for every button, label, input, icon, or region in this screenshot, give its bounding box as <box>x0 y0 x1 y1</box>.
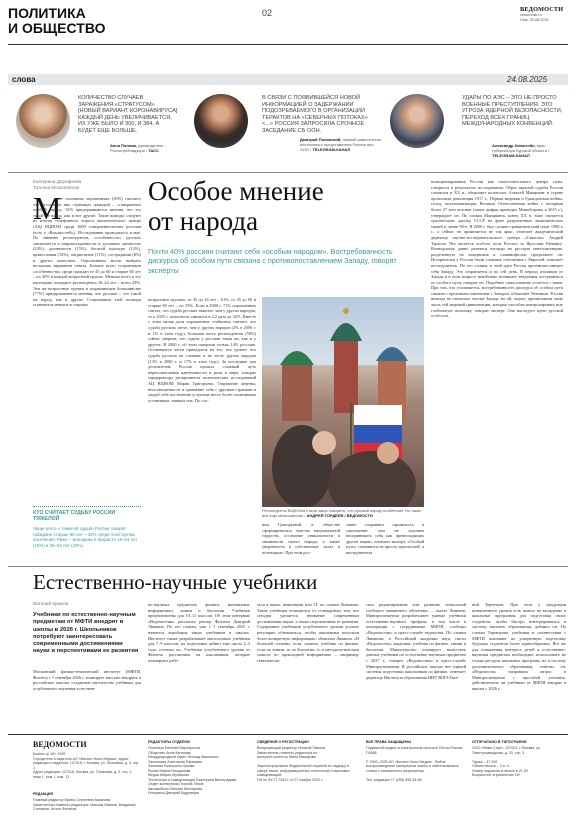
quote-author: Александр Хинштейн, <box>492 143 536 148</box>
article-headline: Естественно-научные учебники <box>33 570 318 594</box>
portrait-photo <box>194 94 248 148</box>
quote-attribution: Дмитрий Полянский, первый заместитель постоянного представителя России при ООН / TELEGRAM-КАНАЛ <box>300 137 381 152</box>
photo-caption-text: Но таких все еще меньшинство <box>262 508 422 518</box>
quote-source: TELEGRAM-КАНАЛ <box>492 153 530 158</box>
section-title: ПОЛИТИКА И ОБЩЕСТВО <box>8 5 106 36</box>
article-lead: Почти 40% россиян считают себя «особым народом». Востребованность дискурса об особом пути связана с противопоставлением Западу, говорят эксперты <box>148 247 397 275</box>
footer-logo: ВЕДОМОСТИ <box>33 740 87 749</box>
quote-role: врио губернатора Курской области <box>492 143 547 153</box>
masthead-logo: ВЕДОМОСТИ <box>520 6 564 13</box>
quote-author: Анна Попова, <box>110 143 137 148</box>
footer-editors-label: РЕДАКТОРЫ ОТДЕЛОВ <box>148 740 190 744</box>
footer-editorial-label: РЕДАКЦИЯ <box>33 792 53 796</box>
masthead-site: vedomosti.ru <box>520 13 542 17</box>
footer-rights-label: ВСЕ ПРАВА ЗАЩИЩЕНЫ <box>366 740 411 744</box>
quote-attribution: Анна Попова, руководитель Роспотребнадзора / ТАСС <box>110 143 164 153</box>
footer-editors-list: Политика Евгений Мартиросов Общество Анна Каганова Международный отдел Леонид Николенко Экономика Анастасия Ефимова Финансы Екатерина Лукова Рынки Мария Нежданова Медиа Мария Мулюкова Технологии и коммуникации Екатерина Виноградова Отдел экспертизы Георгий Ляхов Автомобили Евгения Белоярова Интервью Дмитрий Кудрявцев <box>148 746 237 795</box>
photo-caption: Респонденты ВЦИОМа стали чаще говорить, что русский народ особенный. Но таких все еще меньшинство / АНДРЕЙ ГОРДЕЕВ / ВЕДОМОСТИ <box>262 508 422 518</box>
footer-editors: Главный редактор Ирина Сергеевна Казанова Заместители главного редактора: Максим Иванов, Владимир Степанов, Антон Филатов <box>33 798 136 811</box>
header-rule <box>8 44 568 45</box>
drop-cap: М <box>33 190 62 226</box>
footer-rights: Подписной индекс в электронном каталоге Почты России: П4586 © 2000–2025 АО «Бизнес Ньюс Медиа». Любое воспроизведение материалов газеты и сайта возможно только с письменного разрешения. Тел. редакции +7 (495) 956-34-58 <box>366 746 464 782</box>
quote-attribution: Александр Хинштейн, врио губернатора Курской области / TELEGRAM-КАНАЛ <box>492 143 550 158</box>
footer-publisher: Бизнес-гр 16+ 1999 Учредитель и издатель АО «Бизнес Ньюс Медиа», адрес редакции и издателя: 127018, г. Москва, ул. Полковая, д. 3, стр. 1 Адрес редакции: 127018, Москва, ул. Полковая, д. 3, стр. 1, этаж 1, пом. I, ком. 13 <box>33 752 140 779</box>
article-dek: Учебники по естественно-научным предметам от МФТИ внедрят в школы в 2026 г. Школьников потребуют заинтересовать современными достижениями науки и перспективами ее развития <box>33 612 139 655</box>
article-body: ться в науке, инженерии или IT, по словам Ливанова. Такие учебники отличаются от стандартных тем, что сегодня уделяется внимание современным достижениям науки, а также перспективам ее развития. Содержание учебников углубленного уровня должно регулярно обновляться, чтобы школьники получали более конкретную информацию, объяснил Ливанов. «В большей степени, если, скажем, учебник по физике, если по химии, то по биологии, то в методологическом смысле по прикладной информатике – например, генетическе- <box>257 602 359 663</box>
article-photo <box>262 297 424 507</box>
byline: Екатерина Дорофеева Татьяна Мозолевская <box>33 179 82 190</box>
sidebar-text: Чаще всего о тяжелой судьбе России говорят граждане старше 60 лет – 42% среди этой группы населения. Реже – молодежь в возрасте 18–24 лет (15%) и 25–34 лет (23%). <box>33 526 138 548</box>
quote-role: первый заместитель постоянного представителя России при ООН <box>300 137 381 152</box>
words-bar <box>8 74 568 85</box>
section-divider <box>8 566 568 567</box>
photo-caption-lead: Респонденты ВЦИОМа стали чаще говорить, что русский народ особенный. <box>262 508 404 513</box>
article-body: сияне сохраняют скромность в самооценке: они не склонны воспринимать себя как превосходящих другие нацию, отмечает эксперт. «Особый путь» становится не просто идеологией, а инструментом <box>346 522 424 555</box>
quote-source: ТАСС <box>148 148 159 153</box>
byline: Виталий Крюков <box>33 601 69 606</box>
photo-credit: АНДРЕЙ ГОРДЕЕВ / ВЕДОМОСТИ <box>306 513 373 518</box>
portrait-photo <box>16 94 70 148</box>
footer-registration-label: СВЕДЕНИЯ О РЕГИСТРАЦИИ <box>257 740 309 744</box>
portrait-photo <box>390 94 444 148</box>
quote-text: УДАРЫ ПО АЭС – ЭТО НЕ ПРОСТО ВОЕННЫЕ ПРЕСТУПЛЕНИЯ. ЭТО УГРОЗА ЯДЕРНОЙ БЕЗОПАСНОСТИ, ПЕРЕХОД ВСЕХ ГРАНИЦ МЕЖДУНАРОДНЫХ КОНВЕНЦИЙ. <box>462 95 563 128</box>
footer-registration: Выпускающий редактор Игнатий Павлов Заместитель главного редактора по интернет-контенту Мила Макарова Зарегистрирована Федеральной службой по надзору в сфере связи, информационных технологий и массовых коммуникаций. ПИ № ФС77-78417 от 27 ноября 2020 г. <box>257 746 350 782</box>
article-headline: Особое мнение от народа <box>148 176 324 236</box>
crowd-scene-icon <box>262 297 424 507</box>
quote-author: Дмитрий Полянский, <box>300 137 342 142</box>
masthead-issue: Ном. 25.08.2025 <box>520 18 549 22</box>
article-body: Московский физико-технический институт (МФТИ, Физтех) с 1 сентября 2026 г. планирует массово внедрять в российских школах созданные институтом учебники для углубленного изучения естествен- <box>33 669 141 691</box>
article-body: ское редактирование или развитие технологий глубокого машинного обучения», – сказал Ливанов. Минпросвещения разрабатывает единые учебники естественно-научного профиля, в том числе в кооперации с сотрудниками МФТИ, сообщил «Ведомостям» в пресс-службе ведомства. По словам Ливанова, в Российской академии наук, писал «Ведомостях» академик, учебник по физике, химии и биологии. Министерство планирует выпустить данные учебники по естественно-научным предметам с 2027 г., говорит «Ведомостям» в пресс-службе Минпросвещения. В российских школах нет единой системы подготовки школьников по физике, отмечает директор Института образования НИУ ВШЭ Евге- <box>366 602 466 680</box>
quote-text: КОЛИЧЕСТВО СЛУЧАЕВ ЗАРАЖЕНИЯ «СТРАТУСОМ» [НОВЫЙ ВАРИАНТ КОРОНАВИРУСА] КАЖДЫЙ ДЕНЬ УВЕЛИЧИВАЕТСЯ, ИХ УЖЕ БЫЛО И 300, И 384, А БУДЕТ ЕЩЕ БОЛЬШЕ. <box>78 95 178 134</box>
sidebar-rule <box>33 506 141 507</box>
quote-source: TELEGRAM-КАНАЛ <box>312 147 351 152</box>
article-body: возрастных группах: от 35 до 44 лет – 61%, от 45 до 60 и старше 60 лет – по 55%. Если в 2000 г. 71% опрошенных считал, что судьба русских тяжелее, чем у других народов, то к 2025 г. показатель снизился в 2,2 раза до 32%. Вместе с этим малая доля опрошенных стабильно считает, что судьба русских легче, чем у других народов (2% в 2000 г. и 1% в этом году). Большая часть респондентов (50%) сейчас уверена, что судьба у россиян такая же, как и у других. В 2000 г. об этом говорили только 14% россиян. Остающиеся части приходится на тех, кто думает, что судьба русских не сложнее и не легче других народов (13% в 2000 г. и 17% в этом году). За последние три десятилетия Россия прошла сложный путь переосмысления идентичности и роли в мире, говорит замдиректора департамента политических исследований АЦ ВЦИОМ Мария Григорьева. Ощущение жертвы, неполноценности и сравнение себя с другими странами в ущерб себе постепенно уступили место более позитивным установкам, заявила она. По сло- <box>148 297 256 403</box>
article-body: позиционирования России как самостоятельного центра силы, говорится в результатах исследования. Образ тяжелой судьбы России сложился в XX в., объясняет политолог Алексей Макаркин: в стране произошли революция 1917 г., Первая мировая и Гражданская войны, голод, коллективизация, Великая Отечественная война с потерями более 27 млн человек (такие цифры приводил Минобороны в 2015 г.), утверждает он. По словам Макаркина, конец XX в. тоже считается трагическим: распад СССР на фоне разрушенных экономических связей и лихие 90-е. В 2000 г. был сложен травматический опыт 1990-х г., а сейчас он проявляется не так ярко, отмечает академический директор научно-исследовательского центра «Смыслы» Андрей Тарасов. Что касается особого пути России, то Ярославу Ранкину-Воеводскому давно разнятся взгляды на русскую интеллигенцию, разделенную на западников и славянофилов, продолжает он. Исторически у России были сложные отношения с Европой, отмечает исследователь. По его словам, в этой идее Россия противопоставляет себя Западу. Это сохраняется и по сей день. В период изоляции от Запада и в этом вопросе неизбежно возникает тенденция отстраниться от особого пути, говорит он. Подобное самосознание остается с нами. При том, что усиливается, востребованность дискурса об особом пути связана с противопоставлением с Западом, объясняет Летников. Россия никогда не считалась частью Запада, но ей, скорее, приписывали свою часть той мировой цивилизации, которая способна контролировать всю глобальную политику, говорит эксперт. Она наследует идею русской особости. <box>431 179 563 319</box>
quote-role: руководитель Роспотребнадзора <box>110 143 164 153</box>
words-date: 24.08.2025 <box>507 75 548 84</box>
words-label: слова <box>12 75 36 84</box>
article-body: но-научных предметов: физики, математики, информатики, химии и биологии. Учебники предназначены для 10–11 классов. Об этом интервью «Ведомостям» рассказал ректор Физтеха Дмитрий Ливанов. По его словам, уже с 1 сентября 2025 г. начнется апробация таких учебников в школах. Институт также разрабатывает аналогичные учебники для 7–9 классов, их подготовка займет еще около 2–3 года, уточнил он. Учебники углубленного уровня от Физтеха рассчитаны на школьников, которые планируют ребе- <box>148 602 250 663</box>
sidebar-title: КТО СЧИТАЕТ СУДЬБУ РОССИИ ТЯЖЕЛОЙ <box>33 510 116 523</box>
footer-print-label: ОТПЕЧАТАНО В ТИПОГРАФИИ <box>472 740 527 744</box>
footer-rule <box>8 734 568 735</box>
article-body: ний Терентьев. При этом у продукции повышенного уровня есть шансы на вхождение в школьные программы для подготовки своих студентов, чтобы быстро интегрироваться в систему высшего образования, добавил он. По словам Терентьева, учебники в соответствии с МФТИ повлияют на ускоренную подготовку будущих студентов более единообразных. Все же для повышения интереса детей к естественно-научным предметам необходимо использовать не только ресурсы школьных программ, но и систему дополнительного образования, отметил он. «Ведомости» направили запрос в Минпросвещения с просьбой уточнить, действительно ли учебники от МФТИ внедрят в школы с 2026 г. <box>472 602 566 691</box>
quote-text: В СВЯЗИ С ПОЯВИВШЕЙСЯ НОВОЙ ИНФОРМАЦИЕЙ О ЗАДЕРЖАНИИ ПОДОЗРЕВАЕМОГО В ОРГАНИЗАЦИИ ТЕРАКТОВ НА «СЕВЕРНЫХ ПОТОКАХ» <...> РОССИЯ ЗАПРОСИЛА СРОЧНОЕ ЗАСЕДАНИЕ СБ ООН. <box>262 95 368 134</box>
section-divider <box>8 172 568 173</box>
article-body: нам Григорьевой, в обществе сформировалась чувство национальной гордости, осознание уникальности и значимости своего народа, а также уверенность в собственных силах и потенциале. При этом рос- <box>262 522 340 555</box>
article-body: енее половины опрошенных (39%) считают, что русские (в них страницах граждан) – «совершенно особый народ». 61% придерживаются мнения, что это такой же народ, как и все другие. Такие выводы следуют из итогов телефонного опроса аналитического центра (АЦ) ВЦИОМ среди 1600 совершеннолетних россиян (есть у «Ведомостей»). Исследование проводилось в мае. По мнению респондентов, «особенность» русских заключается в широкоохранности и духовных ценностях (23%), душевности (15%), богатой культуре (12%), православии (12%), патриотизме (11%), сострадании (8%) и других качествах. Опрошенным могли выбрать несколько вариантов ответа. Больше всего сторонников «особенности» среди граждан от 45 до 60 и старше 60 лет – по 45% в каждой возрастной группе. Меньше всего в эту категорию попадают респонденты 18–24 лет – всего 23%. Эти же возрастные группы в подавляющем большинстве (77%) придерживаются мнения, что русские – это такой же народ, как и другие. Сторонников этой позиции становится меньше в старших <box>33 196 141 308</box>
page-number: 02 <box>262 8 273 18</box>
footer-print: ООО «Вива-Стар», 107023, г. Москва, ул. Электрозаводская, д. 20, стр. 3 Тираж – 47 000 Объем печати – 3 п. л. Номер подписан в печать в 21.00 Возрастное ограничение 18+ <box>472 746 541 777</box>
